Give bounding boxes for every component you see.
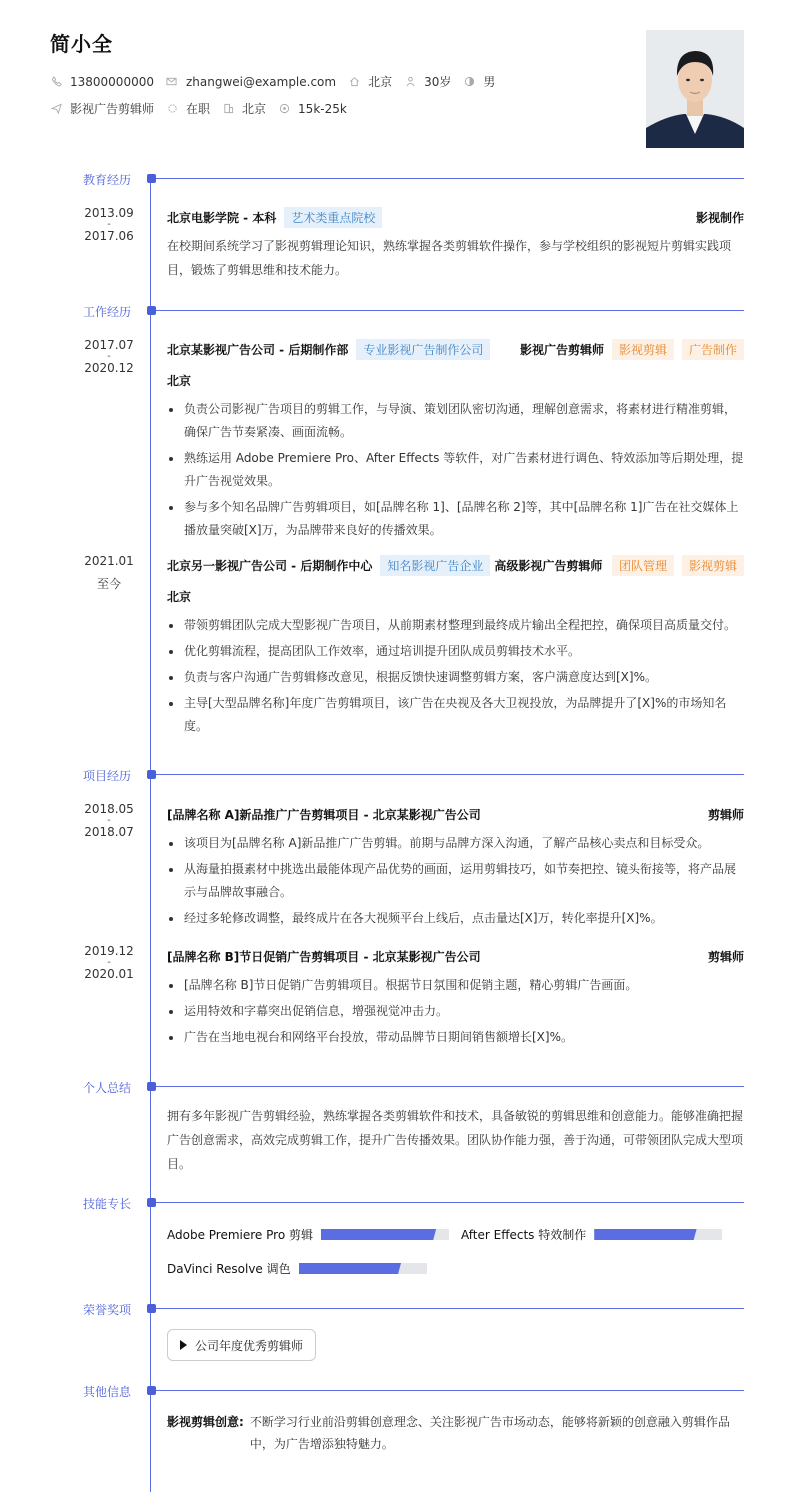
email-info [166, 75, 336, 89]
skill-name: DaVinci Resolve 调色 [167, 1262, 291, 1276]
section-divider [156, 178, 744, 179]
work-location: 北京 [167, 374, 192, 388]
education-desc: 在校期间系统学习了影视剪辑理论知识，熟练掌握各类剪辑软件操作，参与学校组织的影视短片剪辑实践项目，锻炼了剪辑思维和技术能力。 [167, 239, 732, 277]
list-item: [品牌名称 B]节日促销广告剪辑项目。根据节日氛围和促销主题，精心剪辑广告画面。 [167, 974, 744, 997]
skill-bar-fill [321, 1229, 436, 1240]
send-icon [50, 103, 62, 115]
gender-text: 男 [483, 75, 496, 89]
section-title-awards: 荣誉奖项 [83, 1303, 132, 1317]
contact-row [50, 73, 744, 90]
phone-info [50, 75, 154, 89]
skill-name: Adobe Premiere Pro 剪辑 [167, 1228, 313, 1242]
play-icon [180, 1340, 187, 1350]
company-tag: 专业影视广告制作公司 [356, 339, 490, 360]
section-title-project: 项目经历 [83, 769, 132, 783]
intent-row [50, 100, 744, 117]
work-bullets-2 [167, 614, 744, 741]
email-text: zhangwei@example.com [185, 74, 337, 89]
status-info [166, 100, 210, 117]
list-item: 运用特效和字幕突出促销信息，增强视觉冲击力。 [167, 1000, 744, 1023]
section-divider [156, 310, 744, 311]
list-item: 参与多个知名品牌广告剪辑项目，如[品牌名称 1]、[品牌名称 2]等，其中[品牌名称 1]广告在社交媒体上播放量突破[X]万，为品牌带来良好的传播效果。 [167, 496, 744, 542]
salary-info [278, 102, 347, 116]
gender-info [463, 73, 495, 90]
section-marker [147, 770, 156, 779]
skill-item [167, 1226, 449, 1243]
list-item: 经过多轮修改调整，最终成片在各大视频平台上线后，点击量达[X]万，转化率提升[X]%。 [167, 907, 744, 930]
skill-tag: 团队管理 [612, 555, 674, 576]
skill-bar [321, 1229, 449, 1240]
salary-text: 15k-25k [298, 101, 347, 116]
list-item: 广告在当地电视台和网络平台投放，带动品牌节日期间销售额增长[X]%。 [167, 1026, 744, 1049]
project-date-1: 2018.05 - 2018.07 [84, 802, 134, 839]
target-city-text: 北京 [242, 102, 267, 116]
section-divider [156, 1308, 744, 1309]
other-value: 不断学习行业前沿剪辑创意理念、关注影视广告市场动态，能够将新颖的创意融入剪辑作品中，为广告增添独特魅力。 [249, 1415, 730, 1451]
project-header-2 [167, 948, 744, 965]
section-title-skills: 技能专长 [83, 1197, 132, 1211]
section-title-education: 教育经历 [83, 173, 132, 187]
resume-header [50, 28, 744, 153]
section-marker [147, 306, 156, 315]
skill-tag: 广告制作 [682, 339, 744, 360]
section-divider [156, 1086, 744, 1087]
salary-icon [278, 103, 290, 115]
education-date: 2013.09 - 2017.06 [84, 206, 134, 243]
section-title-other: 其他信息 [83, 1385, 132, 1399]
education-header [167, 207, 744, 228]
work-bullets-1 [167, 398, 744, 545]
school-name: 北京电影学院 - 本科 [167, 211, 277, 225]
section-marker [147, 174, 156, 183]
project-date-2: 2019.12 - 2020.01 [84, 944, 134, 981]
timeline-line [150, 178, 151, 1492]
project-header-1 [167, 806, 744, 823]
home-icon [348, 76, 360, 88]
city-text: 北京 [368, 75, 393, 89]
company-name: 北京另一影视广告公司 - 后期制作中心 [167, 559, 373, 573]
section-marker [147, 1386, 156, 1395]
list-item: 从海量拍摄素材中挑选出最能体现产品优势的画面，运用剪辑技巧，如节奏把控、镜头衔接等，将产品展示与品牌故事融合。 [167, 858, 744, 904]
project-bullets-2 [167, 974, 744, 1052]
company-tag: 知名影视广告企业 [380, 555, 490, 576]
work-date-2: 2021.01 至今 [84, 554, 134, 591]
profile-photo [646, 30, 744, 148]
skill-tag: 影视剪辑 [612, 339, 674, 360]
section-marker [147, 1082, 156, 1091]
list-item: 主导[大型品牌名称]年度广告剪辑项目，该广告在央视及各大卫视投放，为品牌提升了[X]%的市场知名度。 [167, 692, 744, 738]
skill-item [167, 1260, 427, 1277]
age-text: 30岁 [424, 75, 452, 89]
list-item: 带领剪辑团队完成大型影视广告项目，从前期素材整理到最终成片输出全程把控，确保项目高质量交付。 [167, 614, 744, 637]
skill-bar [299, 1263, 427, 1274]
section-title-work: 工作经历 [83, 305, 132, 319]
person-icon [404, 76, 416, 88]
project-name: [品牌名称 B]节日促销广告剪辑项目 - 北京某影视广告公司 [167, 950, 481, 964]
project-bullets-1 [167, 832, 744, 933]
gender-icon [463, 76, 475, 88]
building-icon [222, 103, 234, 115]
skill-bar [594, 1229, 722, 1240]
status-text: 在职 [186, 102, 211, 116]
section-marker [147, 1198, 156, 1207]
work-location: 北京 [167, 590, 192, 604]
company-name: 北京某影视广告公司 - 后期制作部 [167, 343, 349, 357]
section-divider [156, 1390, 744, 1391]
other-key: 影视剪辑创意: [167, 1415, 244, 1429]
skill-tag: 影视剪辑 [682, 555, 744, 576]
phone-text: 13800000000 [70, 74, 154, 89]
list-item: 该项目为[品牌名称 A]新品推广广告剪辑。前期与品牌方深入沟通，了解产品核心卖点和目标受众。 [167, 832, 744, 855]
age-info [404, 73, 451, 90]
list-item: 负责与客户沟通广告剪辑修改意见，根据反馈快速调整剪辑方案，客户满意度达到[X]%。 [167, 666, 744, 689]
section-title-summary: 个人总结 [83, 1081, 132, 1095]
summary-text: 拥有多年影视广告剪辑经验，熟练掌握各类剪辑软件和技术，具备敏锐的剪辑思维和创意能力。能够准确把握广告创意需求，高效完成剪辑工作，提升广告传播效果。团队协作能力强，善于沟通，可带领团队完成大型项目。 [167, 1109, 744, 1171]
award-item [167, 1329, 316, 1361]
section-divider [156, 774, 744, 775]
list-item: 优化剪辑流程，提高团队工作效率，通过培训提升团队成员剪辑技术水平。 [167, 640, 744, 663]
work-header-2 [167, 555, 744, 576]
project-role: 剪辑师 [707, 950, 744, 964]
job-info [50, 100, 154, 117]
skill-item [461, 1226, 722, 1243]
target-city-info [222, 100, 266, 117]
skill-bar-fill [594, 1229, 696, 1240]
major: 影视制作 [695, 211, 744, 225]
mail-icon [166, 76, 178, 88]
award-text: 公司年度优秀剪辑师 [195, 1338, 304, 1353]
skill-name: After Effects 特效制作 [461, 1228, 587, 1242]
job-title: 高级影视广告剪辑师 [494, 559, 603, 573]
skill-bar-fill [299, 1263, 401, 1274]
status-icon [166, 103, 178, 115]
job-text: 影视广告剪辑师 [70, 102, 155, 116]
work-header-1 [167, 339, 744, 360]
other-info [167, 1411, 744, 1455]
job-title: 影视广告剪辑师 [519, 343, 604, 357]
work-date-1: 2017.07 - 2020.12 [84, 338, 134, 375]
section-marker [147, 1304, 156, 1313]
list-item: 熟练运用 Adobe Premiere Pro、After Effects 等软件，对广告素材进行调色、特效添加等后期处理，提升广告视觉效果。 [167, 447, 744, 493]
project-role: 剪辑师 [707, 808, 744, 822]
phone-icon [50, 76, 62, 88]
list-item: 负责公司影视广告项目的剪辑工作，与导演、策划团队密切沟通，理解创意需求，将素材进行精准剪辑，确保广告节奏紧凑、画面流畅。 [167, 398, 744, 444]
section-divider [156, 1202, 744, 1203]
school-tag: 艺术类重点院校 [284, 207, 382, 228]
city-info [348, 73, 392, 90]
candidate-name: 简小全 [50, 32, 113, 56]
project-name: [品牌名称 A]新品推广广告剪辑项目 - 北京某影视广告公司 [167, 808, 481, 822]
